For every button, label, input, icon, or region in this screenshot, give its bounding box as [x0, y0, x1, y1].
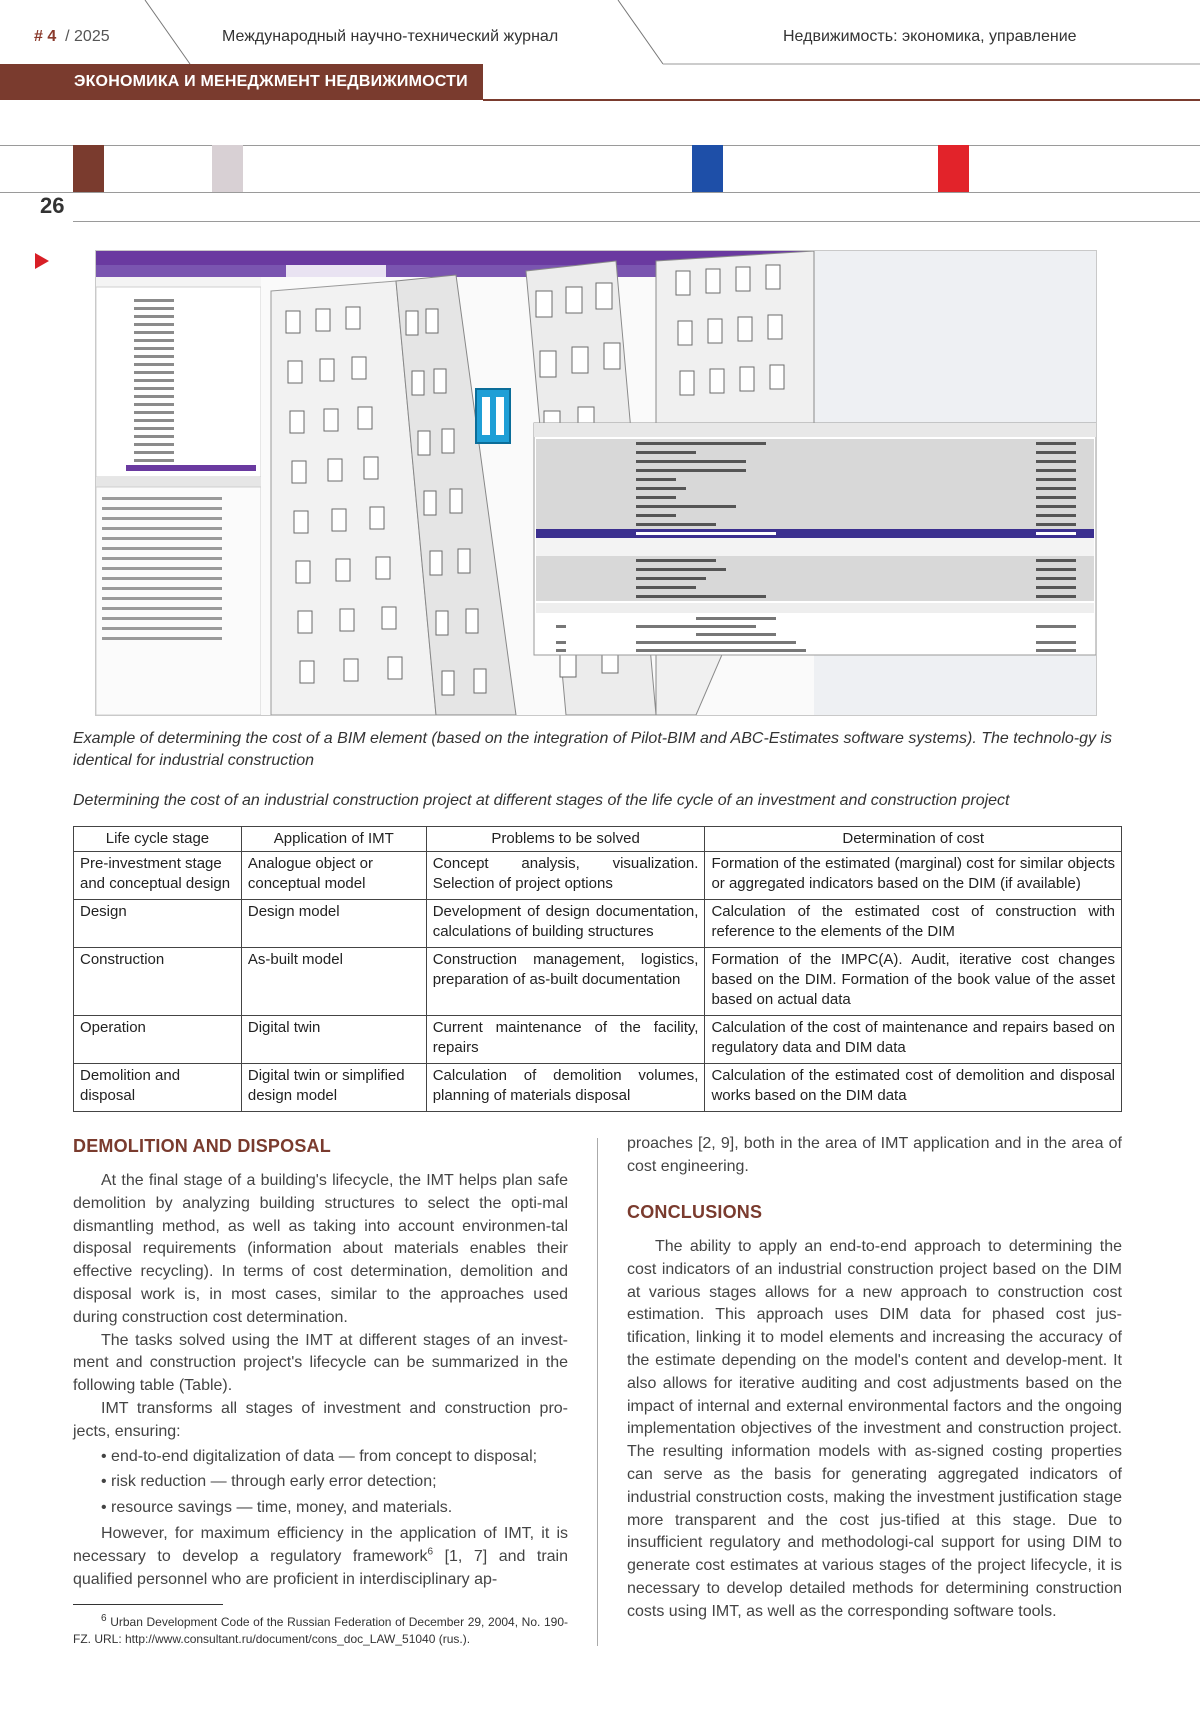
footnote: $^6$ Urban Development Code of the Russian Federation of December 29, 2004, No. 190-FZ. URL: http://www.consultant.ru/document/cons_doc_LAW_51040 (rus.). — [73, 1613, 568, 1646]
band-top-rule — [0, 145, 1200, 146]
table-cell: Digital twin — [241, 1016, 426, 1064]
table-row — [74, 852, 1122, 900]
paragraph: The tasks solved using the IMT at different stages of an invest-ment and construction project's lifecycle can be summarized in the following table (Table). — [73, 1331, 568, 1395]
footnote-ref: 6 — [427, 1546, 434, 1558]
color-block-grey — [212, 145, 243, 192]
paragraph: However, for maximum efficiency in the application of IMT, it is necessary to develop a regulatory framework$^6$ [1, 7] and train qualified personnel who are proficient in interdisciplinary ap- — [73, 1524, 569, 1588]
conclusions-text — [627, 1236, 1122, 1624]
table-row — [74, 900, 1122, 948]
table-cell: Calculation of the estimated cost of demolition and disposal works based on the DIM data — [705, 1064, 1122, 1112]
column-divider — [597, 1138, 598, 1646]
table-cell: Operation — [74, 1016, 242, 1064]
band-bottom-rule — [0, 192, 1200, 193]
table-cell: Calculation of demolition volumes, planning of materials disposal — [426, 1064, 705, 1112]
table-cell: Construction — [74, 948, 242, 1016]
section-heading-demolition: DEMOLITION AND DISPOSAL — [73, 1136, 331, 1156]
table-cell: Pre-investment stage and conceptual design — [74, 852, 242, 900]
table-row — [74, 1064, 1122, 1112]
section-rule — [483, 99, 1200, 101]
table-cell: As-built model — [241, 948, 426, 1016]
table-header-cell: Determination of cost — [705, 827, 1122, 852]
table-cell: Development of design documentation, calculations of building structures — [426, 900, 705, 948]
bim-3d-view — [96, 251, 1096, 715]
issue-number: # 4 / 2025 — [34, 28, 110, 45]
table-header-row — [74, 827, 1122, 852]
left-text-column — [73, 1170, 568, 1591]
paragraph: IMT transforms all stages of investment and construction pro-jects, ensuring: — [73, 1399, 568, 1440]
table-header-cell: Life cycle stage — [74, 827, 242, 852]
paragraph: The ability to apply an end-to-end approach to determining the cost indicators of an industrial construction project based on the DIM at various stages allows for a new approach to construction cost estimation. This approach uses DIM data for phased cost jus-tification, linking it to model elements and increasing the accuracy of the estimate depending on the model's content and develop-ment. It also allows for iterative auditing and cost adjustments based on the impact of internal and external environmental factors and the ongoing implementation objectives of the investment and construction project. The resulting information models with as-signed costing properties can serve as the basis for generating aggregated indicators of industrial construction costs, making the investment justification stage more transparent and the cost jus-tified at this stage. Due to insufficient regulatory and methodologi-cal support for using DIM to generate cost estimates at various stages of the project lifecycle, it is necessary to develop detailed methods for determining construction costs using IMT, as well as the corresponding software tools. — [627, 1238, 1122, 1620]
table-cell: Calculation of the estimated cost of construction with reference to the elements of the DIM — [705, 900, 1122, 948]
table-header-cell: Problems to be solved — [426, 827, 705, 852]
figure-caption: Example of determining the cost of a BIM element (based on the integration of Pilot-BIM and ABC-Estimates software systems). The technolo-gy is identical for industrial construction — [73, 730, 1112, 769]
section-heading-conclusions: CONCLUSIONS — [627, 1202, 763, 1222]
figure-marker-icon — [35, 253, 49, 269]
color-block-red — [938, 145, 969, 192]
section-title: ЭКОНОМИКА И МЕНЕДЖМЕНТ НЕДВИЖИМОСТИ — [0, 64, 483, 100]
table-caption: Determining the cost of an industrial construction project at different stages of the life cycle of an investment and construction project — [73, 792, 1010, 809]
table-cell: Digital twin or simplified design model — [241, 1064, 426, 1112]
right-text-column — [627, 1133, 1122, 1179]
bullet-item: • risk reduction — through early error detection; — [101, 1471, 568, 1494]
table-cell: Analogue object or conceptual model — [241, 852, 426, 900]
color-block-blue — [692, 145, 723, 192]
header-diagonal-lines — [0, 0, 1200, 70]
bullet-list — [73, 1446, 568, 1520]
page-number-rule — [73, 221, 1200, 222]
table-cell: Demolition and disposal — [74, 1064, 242, 1112]
footnote-rule — [73, 1604, 223, 1605]
table-row — [74, 948, 1122, 1016]
table-cell: Construction management, logistics, preparation of as-built documentation — [426, 948, 705, 1016]
paragraph-continuation: proaches [2, 9], both in the area of IMT application and in the area of cost engineering. — [627, 1135, 1122, 1175]
lifecycle-cost-table — [73, 826, 1122, 1112]
journal-title: Международный научно-технический журнал — [222, 28, 559, 45]
paragraph: At the final stage of a building's lifecycle, the IMT helps plan safe demolition by analyzing building structures to select the opti-mal dismantling method, as well as taking into account environmen-tal disposal requirements (information about materials enables their effective recycling). In terms of cost determination, demolition and disposal work is, in most cases, similar to the approaches used during construction cost determination. — [73, 1172, 568, 1326]
table-cell: Design — [74, 900, 242, 948]
table-cell: Concept analysis, visualization. Selection of project options — [426, 852, 705, 900]
bim-screenshot-figure — [95, 250, 1097, 716]
color-block-brown — [73, 145, 104, 192]
table-cell: Design model — [241, 900, 426, 948]
journal-topic: Недвижимость: экономика, управление — [783, 28, 1077, 45]
table-header-cell: Application of IMT — [241, 827, 426, 852]
table-cell: Calculation of the cost of maintenance and repairs based on regulatory data and DIM data — [705, 1016, 1122, 1064]
page-number: 26 — [40, 193, 65, 218]
bullet-item: • resource savings — time, money, and materials. — [101, 1497, 568, 1520]
bullet-item: • end-to-end digitalization of data — from concept to disposal; — [101, 1446, 568, 1469]
table-row — [74, 1016, 1122, 1064]
table-cell: Formation of the estimated (marginal) cost for similar objects or aggregated indicators based on the DIM (if available) — [705, 852, 1122, 900]
table-cell: Current maintenance of the facility, repairs — [426, 1016, 705, 1064]
table-cell: Formation of the IMPC(A). Audit, iterative cost changes based on the DIM. Formation of the book value of the asset based on actual data — [705, 948, 1122, 1016]
